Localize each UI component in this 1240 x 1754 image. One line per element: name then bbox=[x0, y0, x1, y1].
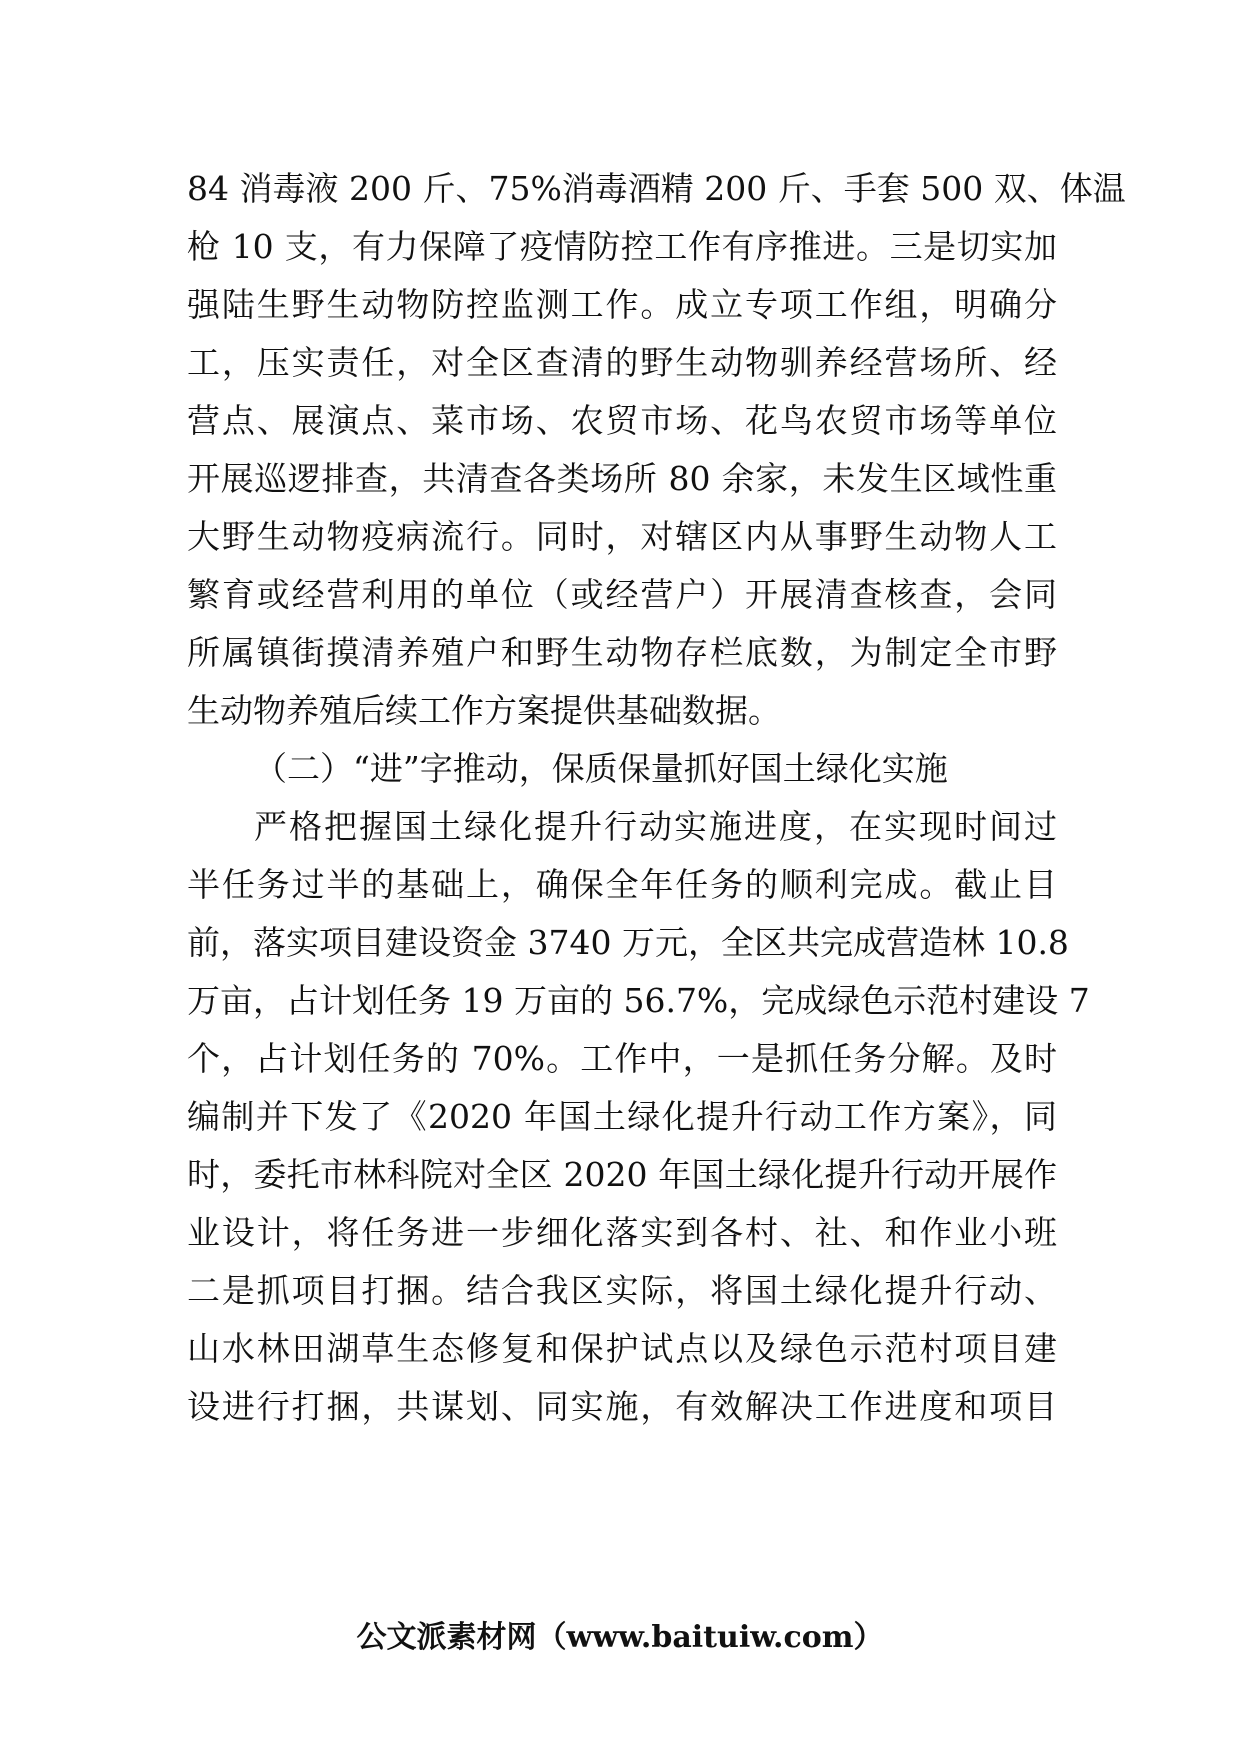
paragraph-line: 山水林田湖草生态修复和保护试点以及绿色示范村项目建 bbox=[187, 1329, 1057, 1368]
paragraph-line: 二是抓项目打捆。结合我区实际，将国土绿化提升行动、 bbox=[187, 1271, 1057, 1310]
paragraph-line: 业设计，将任务进一步细化落实到各村、社、和作业小班 bbox=[187, 1213, 1057, 1252]
paragraph-line: 生动物养殖后续工作方案提供基础数据。 bbox=[187, 691, 781, 730]
paragraph-line: 枪 10 支，有力保障了疫情防控工作有序推进。三是切实加 bbox=[187, 227, 1057, 266]
paragraph-line: 强陆生野生动物防控监测工作。成立专项工作组，明确分 bbox=[187, 285, 1057, 324]
paragraph-line: 繁育或经营利用的单位（或经营户）开展清查核查，会同 bbox=[187, 575, 1057, 614]
footer-source: 公文派素材网（www.baituiw.com） bbox=[356, 1620, 884, 1655]
section-heading: （二）“进”字推动，保质保量抓好国土绿化实施 bbox=[254, 749, 948, 788]
paragraph-line: 所属镇街摸清养殖户和野生动物存栏底数，为制定全市野 bbox=[187, 633, 1057, 672]
paragraph-line: 大野生动物疫病流行。同时，对辖区内从事野生动物人工 bbox=[187, 517, 1057, 556]
paragraph-line: 前，落实项目建设资金 3740 万元，全区共完成营造林 10.8 bbox=[187, 923, 1069, 962]
paragraph-line: 营点、展演点、菜市场、农贸市场、花鸟农贸市场等单位 bbox=[187, 401, 1057, 440]
paragraph-line: 个，占计划任务的 70%。工作中，一是抓任务分解。及时 bbox=[187, 1039, 1057, 1078]
paragraph-line: 设进行打捆，共谋划、同实施，有效解决工作进度和项目 bbox=[187, 1387, 1057, 1426]
paragraph-line: 严格把握国土绿化提升行动实施进度，在实现时间过 bbox=[254, 807, 1057, 846]
paragraph-line: 84 消毒液 200 斤、75%消毒酒精 200 斤、手套 500 双、体温 bbox=[187, 169, 1126, 208]
paragraph-line: 编制并下发了《2020 年国土绿化提升行动工作方案》，同 bbox=[187, 1097, 1057, 1136]
paragraph-line: 半任务过半的基础上，确保全年任务的顺利完成。截止目 bbox=[187, 865, 1057, 904]
paragraph-line: 万亩，占计划任务 19 万亩的 56.7%，完成绿色示范村建设 7 bbox=[187, 981, 1090, 1020]
paragraph-line: 工，压实责任，对全区查清的野生动物驯养经营场所、经 bbox=[187, 343, 1057, 382]
paragraph-line: 开展巡逻排查，共清查各类场所 80 余家，未发生区域性重 bbox=[187, 459, 1057, 498]
paragraph-line: 时，委托市林科院对全区 2020 年国土绿化提升行动开展作 bbox=[187, 1155, 1057, 1194]
